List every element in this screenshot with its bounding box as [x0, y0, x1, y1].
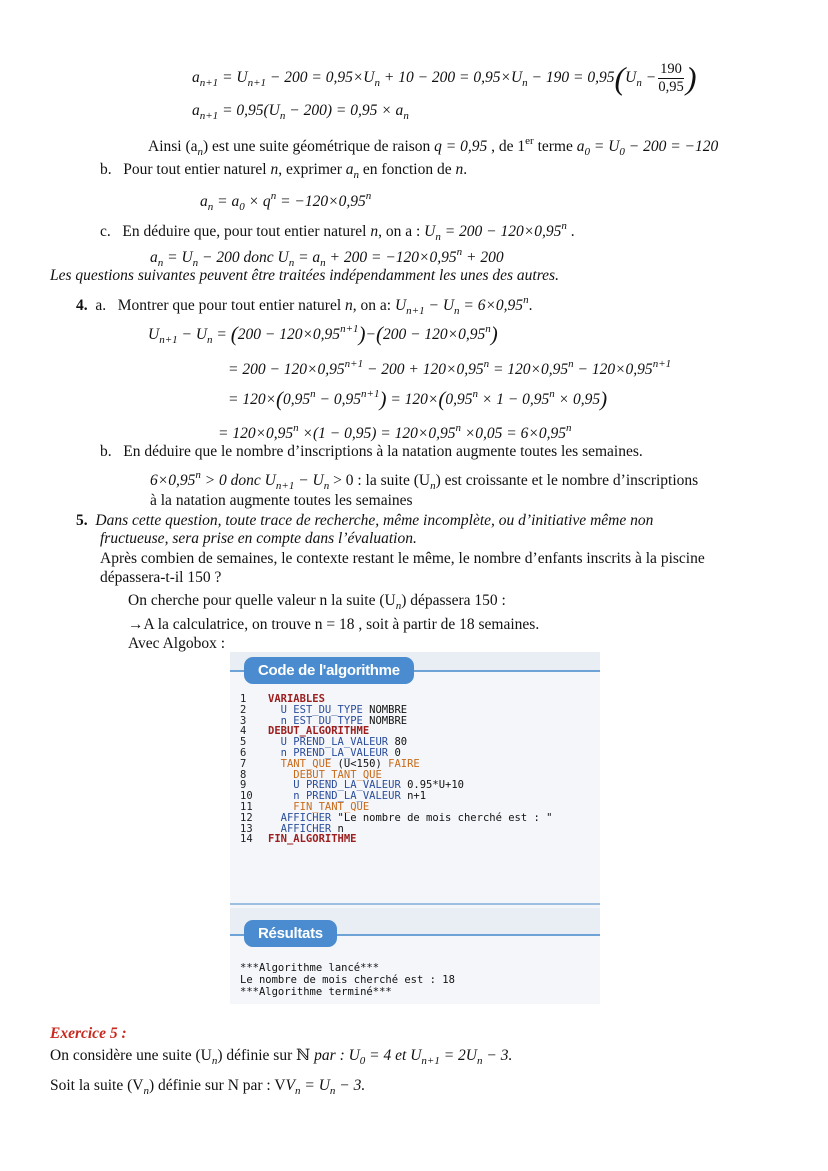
code-header: Code de l'algorithme	[244, 657, 414, 684]
question-4b: b. En déduire que le nombre d’inscriptions à la natation augmente toutes les semaines.	[100, 443, 643, 460]
eq-un-explicit: $a_n = U_n - 200$ donc $U_n = a_n + 200 = -120\times 0,95^n + 200$	[150, 246, 504, 269]
independent-questions-note: Les questions suivantes peuvent être traitées indépendamment les unes des autres.	[50, 267, 559, 284]
eq-a-factored: $a_{n+1} = 0,95(U_n - 200) = 0,95 \times a_n$	[192, 102, 409, 122]
code-token: U PREND_LA_VALEUR	[280, 736, 389, 749]
calculator-result: →A la calculatrice, on trouve n = 18 , soit à partir de 18 semaines.	[128, 616, 540, 633]
code-token: VARIABLES	[268, 693, 325, 705]
proof-line-2: = $200 - 120\times 0,95^{n+1} - 200 + 120\times 0,95^n = 120\times 0,95^n - 120\times 0,95^{n+1}$	[228, 358, 672, 378]
result-line: ***Algorithme lancé***	[240, 962, 380, 974]
line-number: 9	[240, 779, 247, 792]
code-token: NOMBRE	[362, 703, 408, 716]
code-token: "Le nombre de mois cherché est : "	[331, 811, 553, 824]
code-token: AFFICHER	[280, 822, 332, 835]
line-number: 6	[240, 746, 247, 759]
code-bottom-rule	[230, 903, 600, 905]
code-token: TANT_QUE	[280, 757, 332, 770]
line-number: 7	[240, 757, 247, 770]
results-header: Résultats	[244, 920, 337, 947]
line-number: 11	[240, 800, 253, 813]
answer-4b-line-2: à la natation augmente toutes les semaines	[150, 492, 413, 509]
code-token: U PREND_LA_VALEUR	[293, 779, 401, 792]
proof-line-4: = $120\times 0,95^n \times(1 - 0,95) = 120\times 0,95^n \times 0,05 = 6\times 0,95^n$	[218, 422, 572, 442]
result-line: Le nombre de mois cherché est : 18	[240, 974, 455, 986]
question-5-text-1: Après combien de semaines, le contexte restant le même, le nombre d’enfants inscrits à la piscine	[100, 550, 705, 567]
code-token: U EST_DU_TYPE	[280, 703, 363, 716]
answer-4b-line-1: $6\times 0,95^n > 0$ donc $U_{n+1} - U_n > 0$ : la suite $(U_n)$ est croissante et le nombre d’inscriptions	[150, 469, 699, 492]
line-number: 3	[240, 714, 247, 727]
code-token: n PREND_LA_VALEUR	[280, 746, 389, 759]
line-number: 14	[240, 833, 253, 846]
exercise-5-line-1: On considère une suite $(U_n)$ définie sur ℕ par : $U_0 = 4$ et $U_{n+1} = 2U_n - 3$.	[50, 1047, 513, 1067]
line-number: 4	[240, 725, 247, 738]
question-3b: b. Pour tout entier naturel n, exprimer $a_n$ en fonction de n.	[100, 161, 468, 181]
eq-an-explicit: $a_n = a_0 \times q^n = -120\times 0,95^n$	[200, 190, 372, 213]
code-token: NOMBRE	[362, 714, 408, 727]
question-4a: 4. a. Montrer que pour tout entier naturel n, on a: $U_{n+1} - U_n = 6\times 0,95^n$.	[76, 294, 533, 317]
question-5-text-2: dépassera-t-il 150 ?	[100, 569, 222, 586]
code-token: FIN_ALGORITHME	[268, 833, 357, 846]
eq-a-recurrence: $a_{n+1} = U_{n+1} - 200 = 0,95\times U_n + 10 - 200 = 0,95\times U_n - 190 = 0,95(U_n$ − $\frac{190}{0,95}$ )	[192, 60, 697, 96]
question-5-intro-2: fructueuse, sera prise en compte dans l’évaluation.	[100, 530, 417, 547]
code-line	[240, 834, 553, 845]
code-token: (U<150)	[331, 757, 389, 770]
line-number: 8	[240, 768, 247, 781]
line-number: 5	[240, 736, 247, 749]
code-token: FAIRE	[388, 757, 420, 770]
code-line	[240, 759, 553, 770]
code-token: DEBUT_ALGORITHME	[268, 725, 370, 738]
result-line: ***Algorithme terminé***	[240, 986, 392, 998]
line-number: 1	[240, 693, 247, 705]
code-listing	[240, 694, 553, 845]
algobox-panel	[230, 652, 600, 1004]
code-token: 0.95*U+10	[400, 779, 464, 792]
code-token: n	[331, 822, 344, 835]
code-token: 80	[388, 736, 408, 749]
proof-line-3: = $120\times(0,95^n - 0,95^{n+1}) = 120\times(0,95^n \times 1 - 0,95^n \times 0,95)$	[228, 387, 608, 411]
proof-line-1: $U_{n+1} - U_n = (200 - 120\times 0,95^{n+1})-(200 - 120\times 0,95^n)$	[148, 322, 498, 346]
line-number: 12	[240, 811, 253, 824]
code-token: AFFICHER	[280, 811, 332, 824]
exercise-5-title: Exercice 5 :	[50, 1025, 127, 1042]
algobox-label: Avec Algobox :	[128, 635, 226, 652]
code-token: n+1	[400, 790, 427, 803]
question-5-intro-1: 5. Dans cette question, toute trace de recherche, même incomplète, ou d’initiative même non	[76, 512, 654, 529]
code-token: FIN_TANT_QUE	[293, 800, 370, 813]
code-token: DEBUT_TANT_QUE	[293, 768, 382, 781]
ainsi-conclusion: Ainsi $(a_n)$ est une suite géométrique de raison q = 0,95 , de 1er terme $a_0 = U_0 - 200 = -120$	[148, 135, 719, 158]
code-token: 0	[388, 746, 401, 759]
fraction-190-over-095: $\frac{190}{0,95}$	[658, 60, 684, 95]
exercise-5-line-2: Soit la suite $(V_n)$ définie sur N par : $VV_n = U_n - 3$.	[50, 1077, 366, 1097]
line-number: 2	[240, 703, 247, 716]
search-sentence: On cherche pour quelle valeur n la suite $(U_n)$ dépassera 150 :	[128, 592, 506, 612]
line-number: 13	[240, 822, 253, 835]
code-token: n EST_DU_TYPE	[280, 714, 363, 727]
code-token: n PREND_LA_VALEUR	[293, 790, 401, 803]
results-output	[240, 962, 455, 998]
line-number: 10	[240, 790, 253, 803]
question-3c: c. En déduire que, pour tout entier naturel n, on a : $U_n = 200 - 120\times 0,95^n$ .	[100, 220, 575, 243]
